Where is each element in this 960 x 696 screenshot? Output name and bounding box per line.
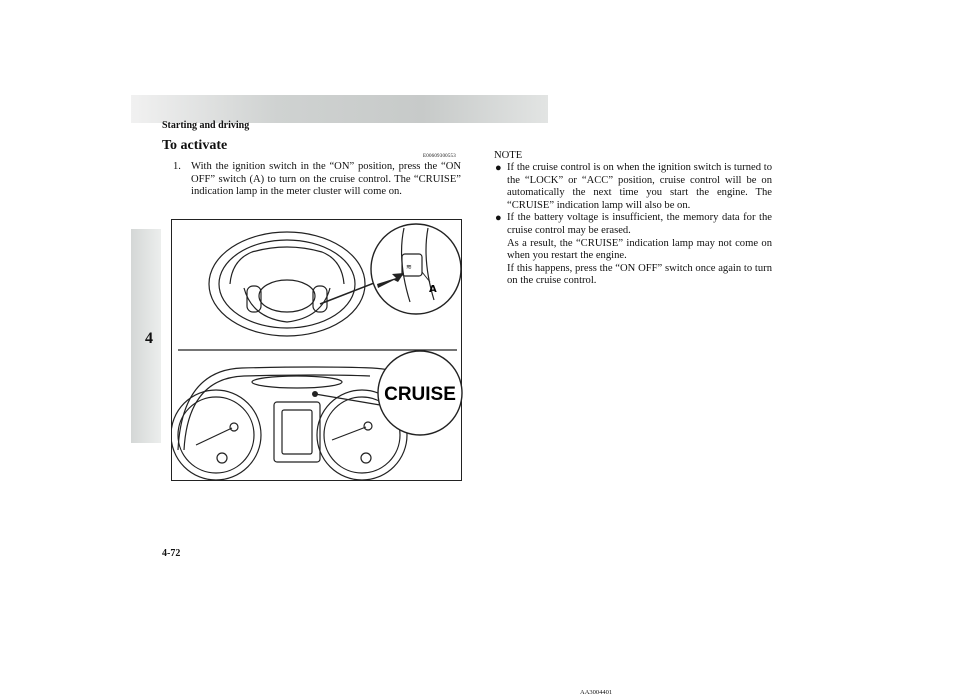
header-band xyxy=(131,95,548,123)
section-heading: To activate xyxy=(162,138,228,153)
bullet-icon: ● xyxy=(495,162,502,174)
step-1 xyxy=(173,161,461,199)
cruise-indicator-label: CRUISE xyxy=(384,384,456,405)
note-text: If this happens, press the “ON OFF” switch once again to turn on the cruise control. xyxy=(507,262,772,287)
figure-code: AA3004401 xyxy=(580,689,613,696)
steering-wheel-icon xyxy=(209,232,387,336)
note-text: If the battery voltage is insufficient, the memory data for the cruise control may be erased. xyxy=(507,212,772,236)
note-item xyxy=(494,162,772,212)
note-text: As a result, the “CRUISE” indication lamp may not come on when you restart the engine. xyxy=(507,237,772,262)
step-text: With the ignition switch in the “ON” position, press the “ON OFF” switch (A) to turn on the cruise control. The “CRUISE” indication lamp in the meter cluster will come on. xyxy=(191,161,461,198)
svg-text:≋: ≋ xyxy=(406,263,412,271)
figure-illustration xyxy=(172,220,463,482)
bullet-icon: ● xyxy=(495,212,502,225)
note-text: If the cruise control is on when the ignition switch is turned to the “LOCK” or “ACC” position, cruise control will be on automatically the next time you start the engine. The “CRUISE” indication lamp will also be on. xyxy=(507,162,772,211)
section-title: Starting and driving xyxy=(162,120,250,131)
page-number: 4-72 xyxy=(162,548,181,559)
chapter-number: 4 xyxy=(145,330,153,347)
switch-zoom-circle xyxy=(371,224,461,314)
heading-code: E00609300553 xyxy=(423,154,456,159)
callout-letter: A xyxy=(429,284,437,295)
note-list xyxy=(494,162,772,288)
step-number: 1. xyxy=(173,161,181,172)
note-label: NOTE xyxy=(494,150,523,161)
note-item xyxy=(494,212,772,288)
